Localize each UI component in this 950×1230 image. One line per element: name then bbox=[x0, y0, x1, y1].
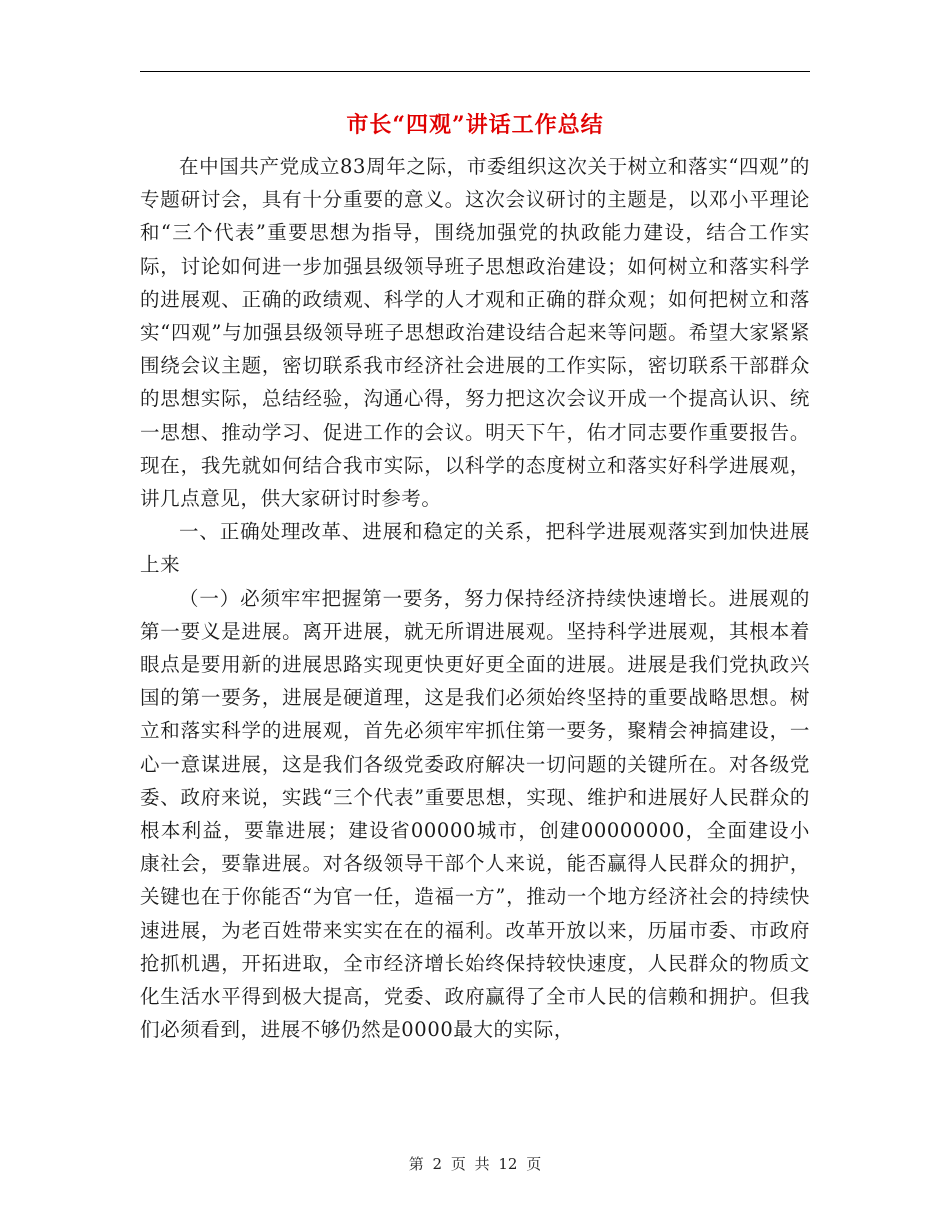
page-footer: 第 2 页 共 12 页 bbox=[408, 1155, 542, 1173]
header-rule bbox=[140, 71, 810, 72]
paragraph-intro: 在中国共产党成立83周年之际，市委组织这次关于树立和落实“四观”的专题研讨会，具有十分重要的意义。这次会议研讨的主题是，以邓小平理论和“三个代表”重要思想为指导，围绕加强党的执政能力建设，结合工作实际，讨论如何进一步加强县级领导班子思想政治建设；如何树立和落实科学的进展观、正确的政绩观、科学的人才观和正确的群众观；如何把树立和落实“四观”与加强县级领导班子思想政治建设结合起来等问题。希望大家紧紧围绕会议主题，密切联系我市经济社会进展的工作实际，密切联系干部群众的思想实际，总结经验，沟通心得，努力把这次会议开成一个提高认识、统一思想、推动学习、促进工作的会议。明天下午，佑才同志要作重要报告。现在，我先就如何结合我市实际，以科学的态度树立和落实好科学进展观，讲几点意见，供大家研讨时参考。 bbox=[140, 155, 810, 511]
paragraph-subsection: （一）必须牢牢把握第一要务，努力保持经济持续快速增长。进展观的第一要义是进展。离开进展，就无所谓进展观。坚持科学进展观，其根本着眼点是要用新的进展思路实现更快更好更全面的进展。进展是我们党执政兴国的第一要务，进展是硬道理，这是我们必须始终坚持的重要战略思想。树立和落实科学的进展观，首先必须牢牢抓住第一要务，聚精会神搞建设，一心一意谋进展，这是我们各级党委政府解决一切问题的关键所在。对各级党委、政府来说，实践“三个代表”重要思想，实现、维护和进展好人民群众的根本利益，要靠进展；建设省00000城市，创建00000000，全面建设小康社会，要靠进展。对各级领导干部个人来说，能否赢得人民群众的拥护，关键也在于你能否“为官一任，造福一方”，推动一个地方经济社会的持续快速进展，为老百姓带来实实在在的福利。改革开放以来，历届市委、市政府抢抓机遇，开拓进取，全市经济增长始终保持较快速度，人民群众的物质文化生活水平得到极大提高，党委、政府赢得了全市人民的信赖和拥护。但我们必须看到，进展不够仍然是0000最大的实际， bbox=[140, 586, 810, 1042]
document-body bbox=[140, 150, 810, 1046]
paragraph-section-heading: 一、正确处理改革、进展和稳定的关系，把科学进展观落实到加快进展上来 bbox=[140, 520, 810, 577]
document-title: 市长“四观”讲话工作总结 bbox=[346, 112, 604, 138]
